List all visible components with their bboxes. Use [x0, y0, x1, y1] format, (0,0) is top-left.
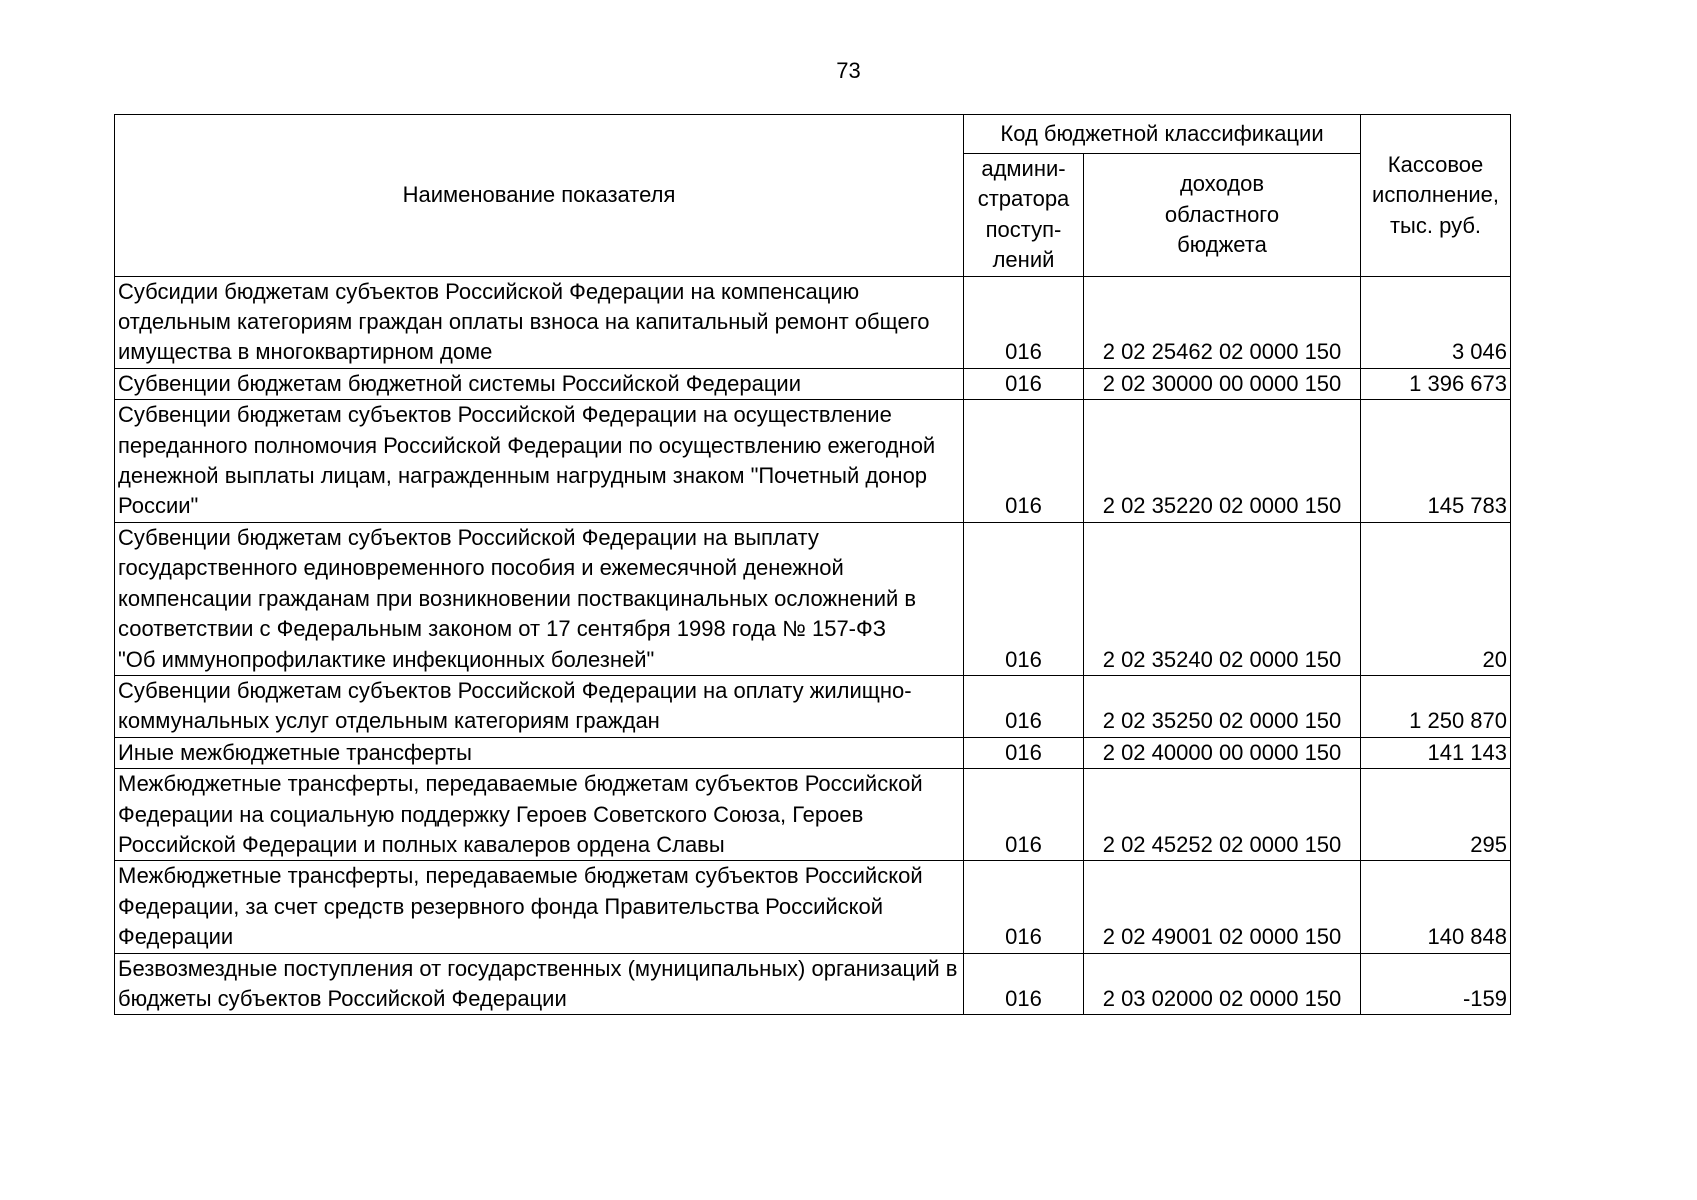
row-cash-execution: 140 848	[1361, 861, 1511, 953]
table-row	[115, 522, 1511, 675]
header-revenue-code: доходов областного бюджета	[1084, 154, 1361, 277]
row-administrator-code: 016	[964, 276, 1084, 368]
row-cash-execution: 141 143	[1361, 737, 1511, 768]
row-administrator-code: 016	[964, 400, 1084, 523]
row-revenue-code: 2 02 45252 02 0000 150	[1084, 769, 1361, 861]
table-row	[115, 737, 1511, 768]
row-indicator-name: Субвенции бюджетам субъектов Российской Федерации на осуществление переданного полномочия Российской Федерации по осуществлению ежегодной денежной выплаты лицам, награжденным нагрудным знаком "Почетный донор России"	[115, 400, 964, 523]
row-indicator-name: Безвозмездные поступления от государственных (муниципальных) организаций в бюджеты субъектов Российской Федерации	[115, 953, 964, 1015]
row-administrator-code: 016	[964, 737, 1084, 768]
row-revenue-code: 2 02 25462 02 0000 150	[1084, 276, 1361, 368]
row-revenue-code: 2 02 35250 02 0000 150	[1084, 675, 1361, 737]
row-indicator-name: Межбюджетные трансферты, передаваемые бюджетам субъектов Российской Федерации, за счет средств резервного фонда Правительства Российской Федерации	[115, 861, 964, 953]
row-cash-execution: 145 783	[1361, 400, 1511, 523]
header-administrator-code: админи- стратора поступ- лений	[964, 154, 1084, 277]
row-administrator-code: 016	[964, 769, 1084, 861]
row-administrator-code: 016	[964, 522, 1084, 675]
row-revenue-code: 2 02 30000 00 0000 150	[1084, 368, 1361, 399]
row-administrator-code: 016	[964, 675, 1084, 737]
header-cash-execution: Кассовое исполнение, тыс. руб.	[1361, 115, 1511, 277]
row-cash-execution: -159	[1361, 953, 1511, 1015]
table-row	[115, 400, 1511, 523]
table-row	[115, 675, 1511, 737]
row-indicator-name: Субсидии бюджетам субъектов Российской Федерации на компенсацию отдельным категориям граждан оплаты взноса на капитальный ремонт общего имущества в многоквартирном доме	[115, 276, 964, 368]
row-indicator-name: Субвенции бюджетам бюджетной системы Российской Федерации	[115, 368, 964, 399]
budget-revenue-table	[114, 114, 1511, 1015]
header-classification-code-group: Код бюджетной классификации	[964, 115, 1361, 154]
table-header	[115, 115, 1511, 277]
row-administrator-code: 016	[964, 953, 1084, 1015]
table-row	[115, 953, 1511, 1015]
row-indicator-name: Субвенции бюджетам субъектов Российской Федерации на выплату государственного единовременного пособия и ежемесячной денежной компенсации гражданам при возникновении поствакцинальных осложнений в соответствии с Федеральным законом от 17 сентября 1998 года № 157-ФЗ "Об иммунопрофилактике инфекционных болезней"	[115, 522, 964, 675]
row-revenue-code: 2 03 02000 02 0000 150	[1084, 953, 1361, 1015]
row-cash-execution: 1 250 870	[1361, 675, 1511, 737]
table-body	[115, 276, 1511, 1015]
row-cash-execution: 3 046	[1361, 276, 1511, 368]
row-indicator-name: Межбюджетные трансферты, передаваемые бюджетам субъектов Российской Федерации на социальную поддержку Героев Советского Союза, Героев Российской Федерации и полных кавалеров ордена Славы	[115, 769, 964, 861]
row-administrator-code: 016	[964, 368, 1084, 399]
row-revenue-code: 2 02 35220 02 0000 150	[1084, 400, 1361, 523]
table-row	[115, 368, 1511, 399]
table-row	[115, 769, 1511, 861]
row-administrator-code: 016	[964, 861, 1084, 953]
row-revenue-code: 2 02 49001 02 0000 150	[1084, 861, 1361, 953]
table-row	[115, 276, 1511, 368]
table-row	[115, 861, 1511, 953]
row-indicator-name: Субвенции бюджетам субъектов Российской Федерации на оплату жилищно-коммунальных услуг отдельным категориям граждан	[115, 675, 964, 737]
row-revenue-code: 2 02 35240 02 0000 150	[1084, 522, 1361, 675]
row-revenue-code: 2 02 40000 00 0000 150	[1084, 737, 1361, 768]
header-indicator-name: Наименование показателя	[115, 115, 964, 277]
row-cash-execution: 295	[1361, 769, 1511, 861]
row-cash-execution: 20	[1361, 522, 1511, 675]
row-indicator-name: Иные межбюджетные трансферты	[115, 737, 964, 768]
page-number: 73	[836, 58, 861, 83]
row-cash-execution: 1 396 673	[1361, 368, 1511, 399]
